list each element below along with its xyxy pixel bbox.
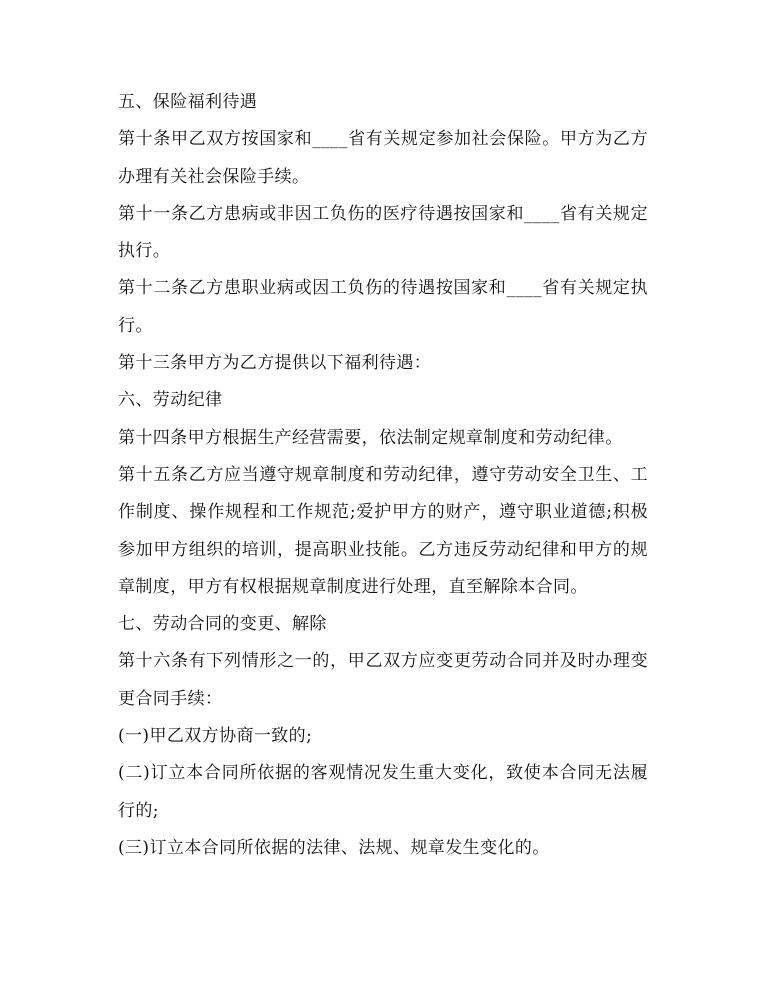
article-10: 第十条甲乙双方按国家和____省有关规定参加社会保险。甲方为乙方办理有关社会保险手续。 — [118, 129, 648, 187]
article-16: 第十六条有下列情形之一的，甲乙双方应变更劳动合同并及时办理变更合同手续： — [118, 651, 648, 709]
article-16-item-1: (一)甲乙双方协商一致的; — [118, 726, 313, 747]
section-heading-insurance: 五、保险福利待遇 — [118, 92, 258, 112]
article-15: 第十五条乙方应当遵守规章制度和劳动纪律，遵守劳动安全卫生、工作制度、操作规程和工作规范;爱护甲方的财产，遵守职业道德;积极参加甲方组织的培训，提高职业技能。乙方违反劳动纪律和甲方的规章制度，甲方有权根据规章制度进行处理，直至解除本合同。 — [118, 464, 648, 597]
article-13: 第十三条甲方为乙方提供以下福利待遇： — [118, 353, 432, 374]
document-body — [118, 84, 648, 867]
article-14: 第十四条甲方根据生产经营需要，依法制定规章制度和劳动纪律。 — [118, 427, 623, 448]
article-12: 第十二条乙方患职业病或因工负伤的待遇按国家和____省有关规定执行。 — [118, 278, 648, 336]
section-heading-discipline: 六、劳动纪律 — [118, 390, 223, 411]
article-11: 第十一条乙方患病或非因工负伤的医疗待遇按国家和____省有关规定执行。 — [118, 203, 648, 262]
article-16-item-3: (三)订立本合同所依据的法律、法规、规章发生变化的。 — [118, 837, 550, 858]
section-heading-contract-change: 七、劳动合同的变更、解除 — [118, 614, 327, 635]
article-16-item-2: (二)订立本合同所依据的客观情况发生重大变化，致使本合同无法履行的; — [118, 763, 648, 821]
